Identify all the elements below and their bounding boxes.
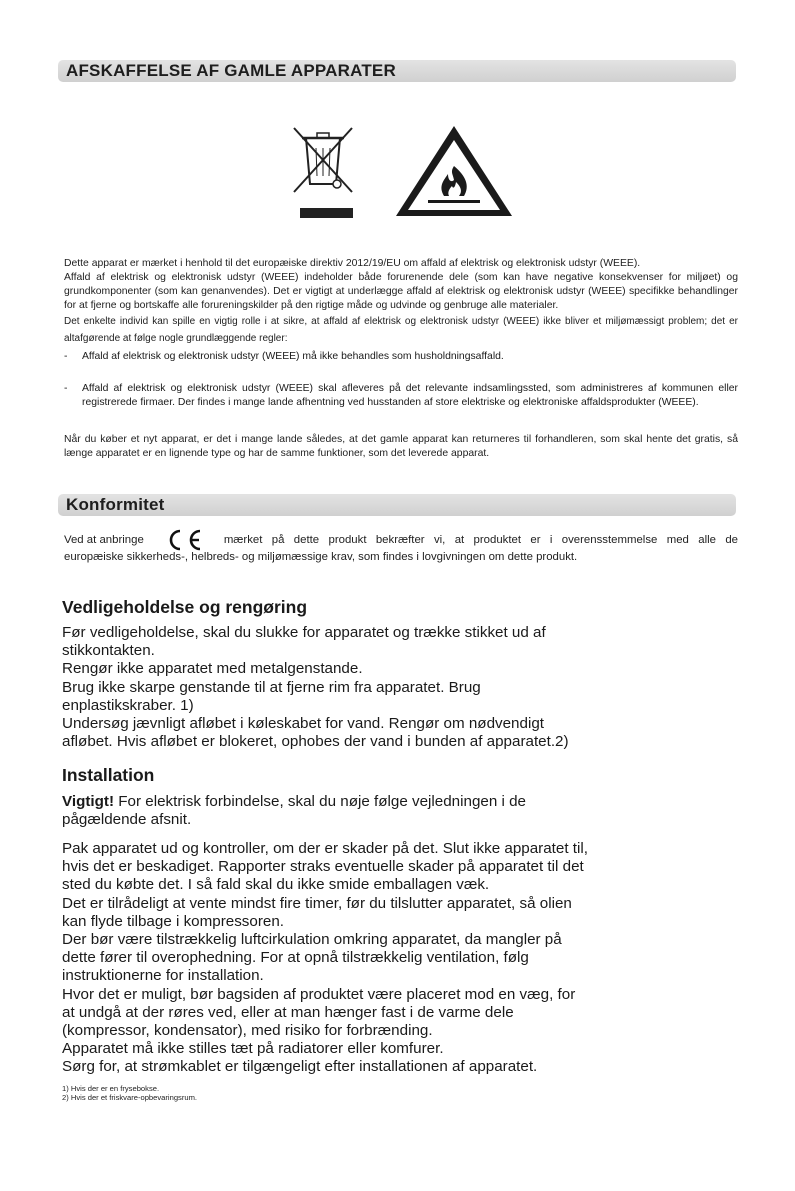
important-label: Vigtigt!	[62, 793, 115, 810]
disposal-para-2: Affald af elektrisk og elektronisk udstyr (WEEE) indeholder både forurenende dele (som kan have negative konsekvenser for miljøet) og grundkomponenter (som kan genanvendes). Det er vigtigt at underlægge affald af elektrisk og elektronisk udstyr (WEEE) specifikke behandlinger for at fjerne og bortskaffe alle forureningskilder på den rigtige måde og udvinde og genbruge alle materialer.	[64, 271, 738, 311]
ce-mark-icon	[164, 529, 204, 549]
installation-line: Sørg for, at strømkablet er tilgængeligt efter installationen af apparatet.	[62, 1058, 538, 1076]
section-header-conformity	[58, 494, 736, 516]
important-text: For elektrisk forbindelse, skal du nøje følge vejledningen i de	[114, 793, 526, 810]
conformity-before-mark: Ved at anbringe	[64, 534, 144, 546]
maintenance-text	[62, 624, 662, 751]
maintenance-line: enplastikskraber. 1)	[62, 696, 194, 714]
conformity-line-2: europæiske sikkerheds-, helbreds- og miljømæssige krav, som findes i lovgivningen om dette produkt.	[64, 551, 578, 563]
flammable-warning-icon	[396, 126, 512, 216]
installation-text	[62, 840, 662, 1077]
maintenance-line: Rengør ikke apparatet med metalgenstande.	[62, 660, 363, 678]
maintenance-heading: Vedligeholdelse og rengøring	[62, 597, 308, 617]
maintenance-line: Brug ikke skarpe genstande til at fjerne rim fra apparatet. Brug	[62, 678, 481, 696]
disposal-icons	[290, 122, 515, 222]
maintenance-line: Undersøg jævnligt afløbet i køleskabet for vand. Rengør om nødvendigt	[62, 715, 544, 733]
installation-line: sted du købte det. I så fald skal du ikke smide emballagen væk.	[62, 876, 490, 894]
installation-important	[62, 793, 662, 829]
disposal-intro	[64, 257, 738, 347]
footnote-2: 2) Hvis der et friskvare-opbevaringsrum.	[62, 1093, 198, 1103]
installation-line: instruktionerne for installation.	[62, 967, 264, 985]
disposal-return-info: Når du køber et nyt apparat, er det i mange lande således, at det gamle apparat kan returneres til forhandleren, som skal hente det gratis, så længe apparatet er en lignende type og har de samme funktioner, som det leverede apparat.	[64, 434, 738, 459]
installation-line: kan flyde tilbage i kompressoren.	[62, 912, 285, 930]
disposal-bullet-2-text: Affald af elektrisk og elektronisk udstyr (WEEE) skal afleveres på det relevante indsamlingssted, som administreres af kommunen eller registrerede firmaer. Der findes i mange lande afhentning ved husstanden af store elektriske og elektroniske affaldsprodukter (WEEE).	[82, 383, 738, 408]
section-title-disposal: AFSKAFFELSE AF GAMLE APPARATER	[66, 61, 396, 80]
maintenance-line: afløbet. Hvis afløbet er blokeret, ophobes der vand i bunden af apparatet.2)	[62, 733, 569, 751]
conformity-after-mark: mærket på dette produkt bekræfter vi, at produktet er i overensstemmelse med alle de	[223, 534, 738, 546]
installation-line: (kompressor, kondensator), med risiko for forbrænding.	[62, 1022, 433, 1040]
footnotes	[62, 1084, 197, 1103]
footnote-1: 1) Hvis der er en frysebokse.	[62, 1084, 160, 1093]
disposal-bullet-1: - Affald af elektrisk og elektronisk udstyr (WEEE) må ikke behandles som husholdningsaffald.	[72, 350, 738, 364]
maintenance-line: stikkontakten.	[62, 642, 155, 660]
disposal-para-1: Dette apparat er mærket i henhold til det europæiske direktiv 2012/19/EU om affald af elektrisk og elektronisk udstyr (WEEE).	[64, 258, 641, 269]
section-title-conformity: Konformitet	[66, 495, 165, 514]
maintenance-line: Før vedligeholdelse, skal du slukke for apparatet og trække stikket ud af	[62, 624, 546, 641]
conformity-text	[64, 532, 738, 566]
disposal-bullet-2: - Affald af elektrisk og elektronisk udstyr (WEEE) skal afleveres på det relevante indsamlingssted, som administreres af kommunen eller registrerede firmaer. Der findes i mange lande afhentning ved husstanden af store elektriske og elektroniske affaldsprodukter (WEEE).	[64, 383, 738, 408]
installation-line: at undgå at der røres ved, eller at man hænger fast i de varme dele	[62, 1003, 514, 1021]
installation-line: Der bør være tilstrækkelig luftcirkulation omkring apparatet, da mangler på	[62, 931, 562, 949]
installation-line: Det er tilrådeligt at vente mindst fire timer, før du tilslutter apparatet, så olien	[62, 894, 572, 912]
crossed-out-bin-icon	[294, 128, 353, 218]
installation-line: hvis det er beskadiget. Rapporter straks eventuelle skader på apparatet til det	[62, 858, 584, 876]
installation-line: Pak apparatet ud og kontroller, om der er skader på det. Slut ikke apparatet til,	[62, 840, 588, 857]
disposal-bullet-1-text: Affald af elektrisk og elektronisk udstyr (WEEE) må ikke behandles som husholdningsaffald.	[82, 351, 504, 362]
installation-line: Apparatet må ikke stilles tæt på radiatorer eller komfurer.	[62, 1040, 444, 1058]
installation-heading: Installation	[62, 765, 155, 785]
installation-line: dette fører til overophedning. For at opnå tilstrækkelig ventilation, følg	[62, 949, 529, 967]
section-header-disposal	[58, 60, 736, 82]
disposal-para-3: Det enkelte individ kan spille en vigtig rolle i at sikre, at affald af elektrisk og elektronisk udstyr (WEEE) ikke bliver et miljømæssigt problem; det er altafgørende at følge nogle grundlæggende regler:	[64, 315, 738, 344]
installation-line: Hvor det er muligt, bør bagsiden af produktet være placeret mod en væg, for	[62, 985, 576, 1003]
important-line-2: pågældende afsnit.	[62, 811, 192, 829]
